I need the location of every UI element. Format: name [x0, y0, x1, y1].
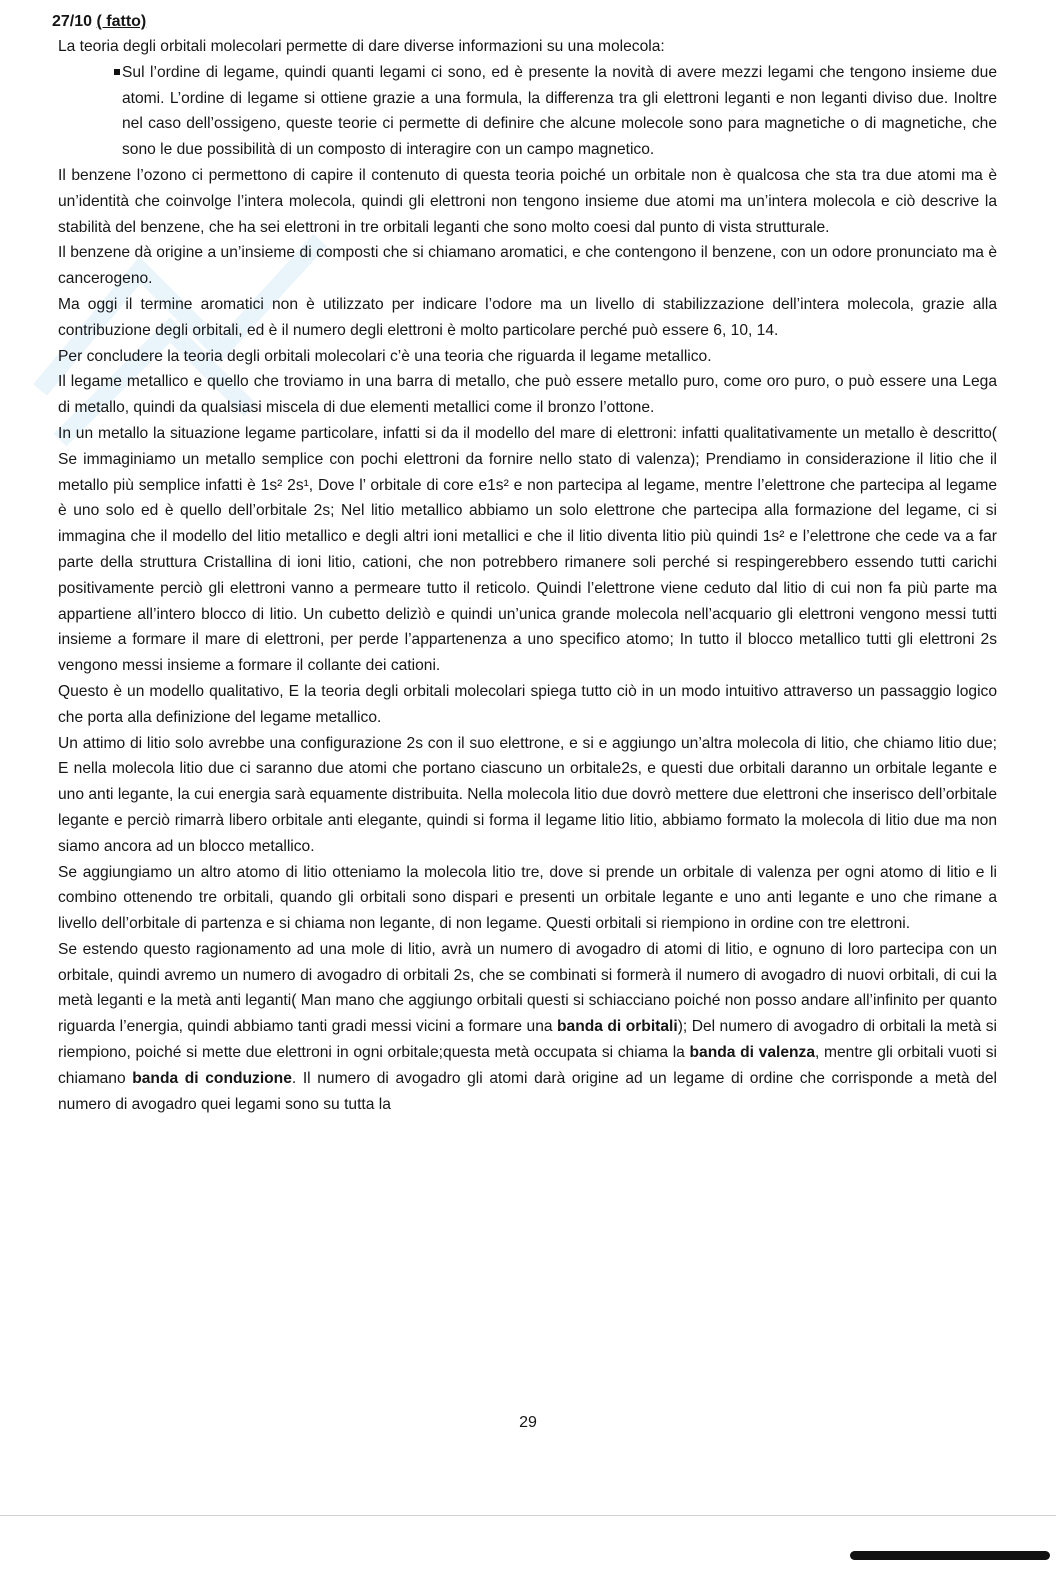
- mole-text-c: ); Del numero di avogadro di orbitali la metà si riempiono, poiché si mette due elettroni in ogni orbitale;questa metà occupata si chiama la: [58, 1018, 997, 1062]
- bullet-square-icon: [114, 69, 120, 75]
- paragraph-legame-metallico: Il legame metallico e quello che troviamo in una barra di metallo, che può essere metallo puro, come oro puro, o può essere una Lega di metallo, quindi da qualsiasi miscela di due elementi metallici come il bronzo l’ottone.: [58, 373, 997, 417]
- paragraph-aromatici: Ma oggi il termine aromatici non è utilizzato per indicare l’odore ma un livello di stabilizzazione dell’intera molecola, grazie alla contribuzione degli orbitali, ed è il numero degli elettroni è molto particolare perché può essere 6, 10, 14.: [58, 295, 997, 339]
- paragraph-intro: La teoria degli orbitali molecolari permette di dare diverse informazioni su una molecola:: [58, 38, 665, 55]
- mole-text-d: , mentre gli orbitali vuoti si chiamano: [58, 1044, 997, 1087]
- divider: [0, 1515, 1056, 1516]
- paragraph-mole: [52, 937, 997, 1118]
- term-banda-valenza: banda di valenza: [689, 1044, 816, 1062]
- paragraph-benzene-1: Il benzene l’ozono ci permettono di capire il contenuto di questa teoria poiché un orbitale non è qualcosa che sta tra due atomi ma è un’identità che coinvolge l’intera molecola, quindi gli elettroni non tengono insieme due atomi ma un’intera molecola e ciò descrive la stabilità del benzene, che ha sei elettroni in tre orbitali leganti che sono molto coesi dal punto di vista strutturale.: [58, 166, 997, 236]
- bullet-item: [52, 60, 997, 163]
- paragraph-metallo: In un metallo la situazione legame particolare, infatti si da il modello del mare di elettroni: infatti qualitativamente un metallo è descritto( Se immaginiamo un metallo semplice con pochi elettroni da fornire nello stato di valenza); Prendiamo in considerazione il litio che il metallo più semplice infatti è 1s² 2s¹, Dove l’ orbitale di core e1s² e non partecipa al legame, mentre l’elettrone che partecipa al legame è uno solo ed è quello dell’orbitale 2s; Nel litio metallico abbiamo un solo elettrone che partecipa alla formazione del legame, ci si immagina che il modello del litio metallico e degli altri ioni metallici e che il litio diventa litio più quindi 1s² e l’elettrone che cede va a far parte della struttura Cristallina di ioni litio, cationi, che non potrebbero rimanere soli perché si respingerebbero essendo tutti carichi positivamente perciò gli elettroni vanno a permeare tutto il reticolo. Quindi l’elettrone viene ceduto dal litio di cui non fa più parte ma appartiene all’intero blocco di litio. Un cubetto delizìò e quindi un’unica grande molecola nell’acquario gli elettroni vengono messi tutti insieme a formare il mare di elettroni, per perde l’appartenenza a uno specifico atomo; In tutto il blocco metallico tutti gli elettroni 2s vengono messi insieme a formare il collante dei cationi.: [58, 424, 997, 675]
- paragraph-benzene-2: Il benzene dà origine a un’insieme di composti che si chiamano aromatici, e che contengono il benzene, con un odore pronunciato ma è cancerogeno.: [58, 244, 997, 288]
- term-banda-orbitali: banda di orbitali: [557, 1018, 678, 1036]
- paragraph-litio-tre: Se aggiungiamo un altro atomo di litio otteniamo la molecola litio tre, dove si prende un orbitale di valenza per ogni atomo di litio e li combino ottenendo tre orbitali, quando gli orbitali sono dispari e presenti un orbitale legante e uno anti legante e uno che rimane a livello dell’orbitale di partenza e si chiama non legante, di non legame. Questi orbitali si riempiono in ordine con tre elettroni.: [58, 863, 997, 933]
- date-heading: [52, 10, 997, 34]
- paragraph-litio-due: Un attimo di litio solo avrebbe una configurazione 2s con il suo elettrone, e si e aggiungo un’altra molecola di litio, che chiamo litio due; E nella molecola litio due ci saranno due atomi che portano ciascuno un orbitale2s, e questi due orbitali daranno un orbitale legante e uno anti legante, la cui energia sarà equamente distribuita. Nella molecola litio due dovrò mettere due elettroni che inserisco dell’orbitale legante e perciò rimarrà libero orbitale anti elegante, quindi si forma il legame litio litio, abbiamo formato la molecola di litio due ma non siamo ancora ad un blocco metallico.: [58, 734, 997, 855]
- mole-text-a: Se estendo questo ragionamento ad una mole di litio, avrà un numero di avogadro di atomi di litio, e ognuno di loro partecipa con un orbitale, quindi avremo un numero di avogadro di orbitali 2s, che se combinati si formerà il numero di avogadro di nuovi orbitali, di cui la metà leganti e la metà anti leganti( Man mano che aggiungo orbitali questi si schiacciano poiché non posso andare all’infinito per quanto riguarda l’energia, quindi abbiamo tanti gradi messi vicini a formare una: [58, 940, 997, 1036]
- document-page: [52, 10, 997, 1117]
- paragraph-modello: Questo è un modello qualitativo, E la teoria degli orbitali molecolari spiega tutto ciò in un modo intuitivo attraverso un passaggio logico che porta alla definizione del legame metallico.: [58, 682, 997, 726]
- page-number: 29: [519, 1414, 537, 1431]
- heading-date: 27/10: [52, 13, 93, 30]
- bullet-text: Sul l’ordine di legame, quindi quanti legami ci sono, ed è presente la novità di avere mezzi legami che tengono insieme due atomi. L’ordine di legame si ottiene grazie a una formula, la differenza tra gli elettroni leganti e non leganti diviso due. Inoltre nel caso dell’ossigeno, queste teorie ci permette di definire che alcune molecole sono para magnetiche o di magnetiche, che sono le due possibilità di un composto di interagire con un campo magnetico.: [122, 63, 997, 159]
- heading-note: ( fatto): [96, 13, 147, 30]
- home-indicator-bar[interactable]: [850, 1551, 1050, 1560]
- term-banda-conduzione: banda di conduzione: [132, 1069, 292, 1087]
- paragraph-concludere: Per concludere la teoria degli orbitali molecolari c’è una teoria che riguarda il legame metallico.: [58, 347, 712, 365]
- mole-text-e: . Il numero di avogadro gli atomi darà origine ad un legame di ordine che corrisponde a metà del numero di avogadro quei legami sono su tutta la: [58, 1069, 997, 1113]
